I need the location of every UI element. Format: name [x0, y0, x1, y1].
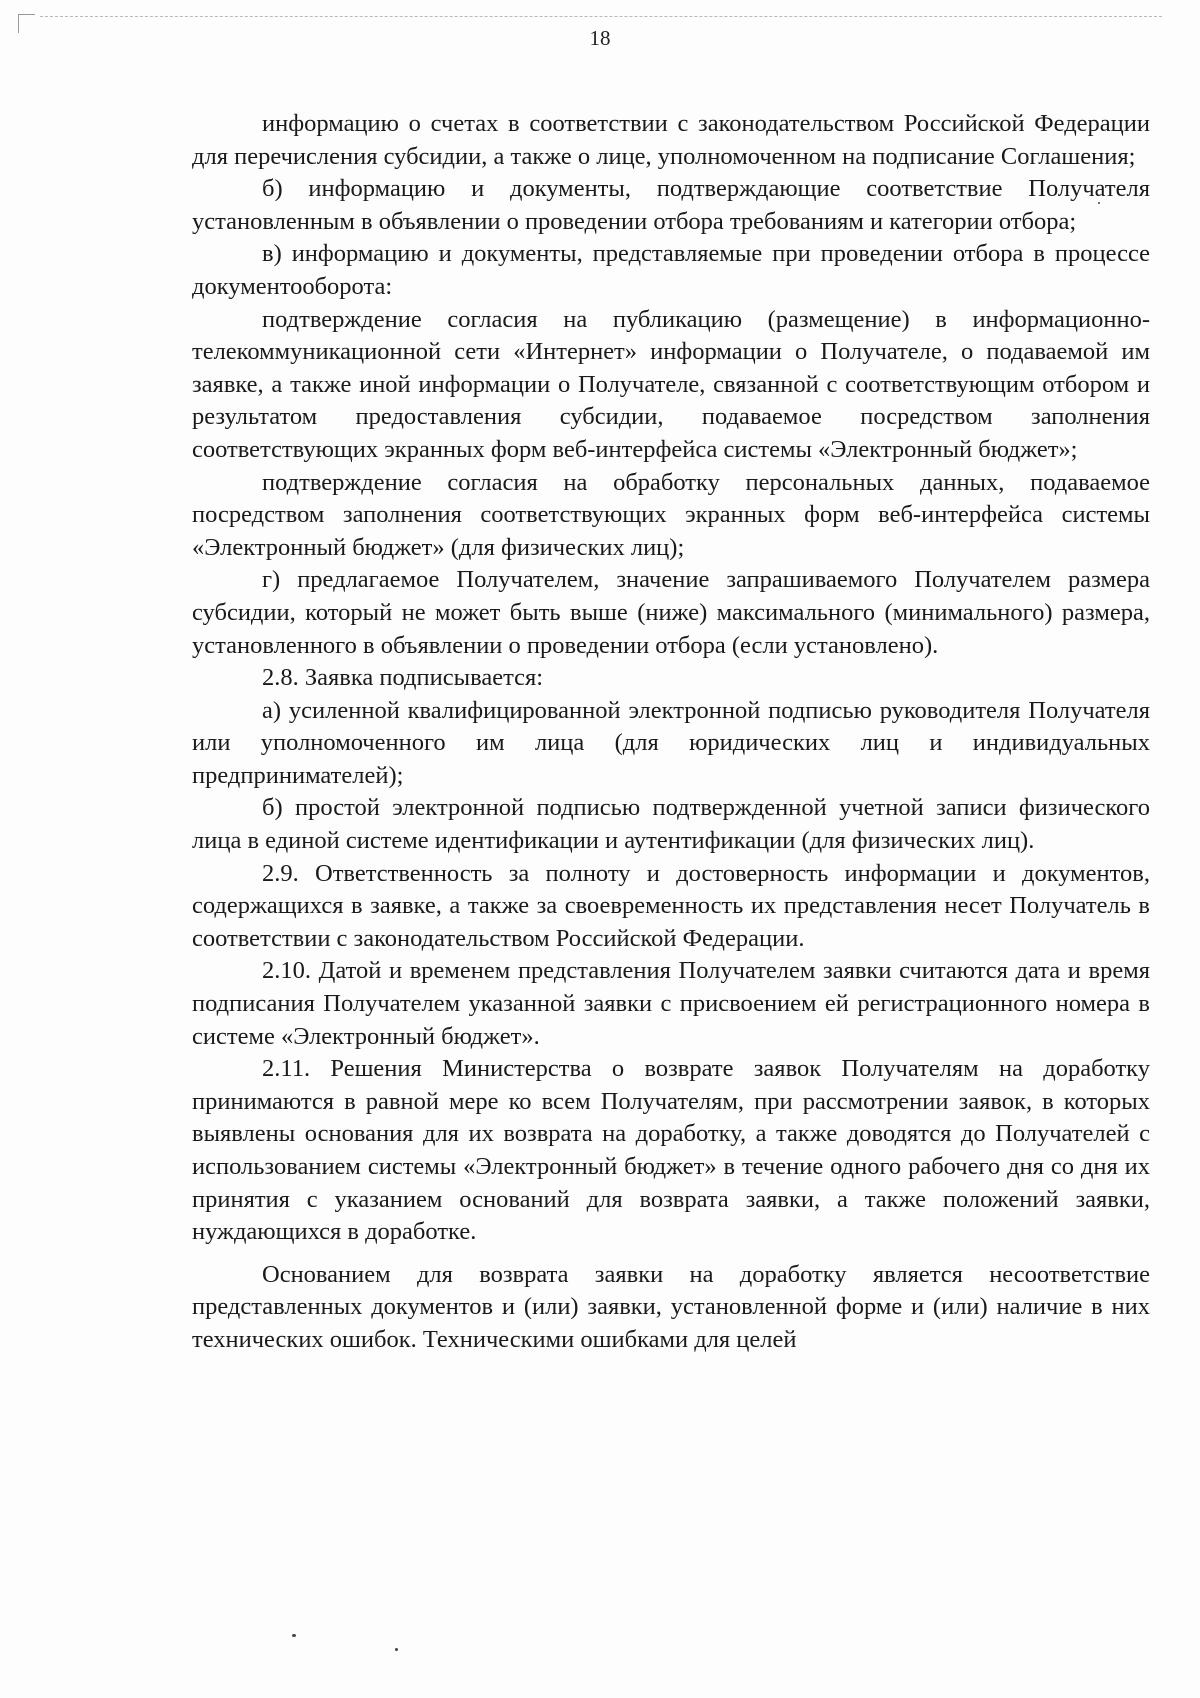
- paragraph: а) усиленной квалифицированной электронной подписью руководителя Получателя или уполномоченного им лица (для юридических лиц и индивидуальных предпринимателей);: [192, 696, 1150, 789]
- paragraph: 2.8. Заявка подписывается:: [262, 664, 544, 692]
- scan-speck: [292, 1634, 296, 1637]
- paragraph: информацию о счетах в соответствии с законодательством Российской Федерации для перечисления субсидии, а также о лице, уполномоченном на подписание Соглашения;: [192, 110, 1150, 170]
- paragraph: подтверждение согласия на обработку персональных данных, подаваемое посредством заполнения соответствующих экранных форм веб-интерфейса системы «Электронный бюджет» (для физических лиц);: [192, 468, 1150, 561]
- paragraph: б) информацию и документы, подтверждающие соответствие Получателя установленным в объявлении о проведении отбора требованиям и категории отбора;: [192, 175, 1150, 235]
- paragraph: Основанием для возврата заявки на доработку является несоответствие представленных документов и (или) заявки, установленной форме и (или) наличие в них технических ошибок. Техническими ошибками для целей: [192, 1260, 1150, 1353]
- paragraph: в) информацию и документы, представляемые при проведении отбора в процессе документооборота:: [192, 240, 1150, 300]
- scan-speck: [395, 1648, 398, 1651]
- paragraph: г) предлагаемое Получателем, значение запрашиваемого Получателем размера субсидии, который не может быть выше (ниже) максимального (минимального) размера, установленного в объявлении о проведении отбора (если установлено).: [192, 566, 1150, 659]
- paragraph: 2.9. Ответственность за полноту и достоверность информации и документов, содержащихся в заявке, а также за своевременность их представления несет Получатель в соответствии с законодательством Российской Федерации.: [192, 859, 1150, 952]
- page-number: 18: [589, 26, 611, 50]
- paragraph: б) простой электронной подписью подтвержденной учетной записи физического лица в единой системе идентификации и аутентификации (для физических лиц).: [192, 794, 1150, 855]
- scan-top-edge: [40, 16, 1162, 17]
- paragraph: 2.11. Решения Министерства о возврате заявок Получателям на доработку принимаются в равной мере ко всем Получателям, при рассмотрении заявок, в которых выявлены основания для их возврата на доработку, а также доводятся до Получателей с использованием системы «Электронный бюджет» в течение одного рабочего дня со дня их принятия с указанием оснований для возврата заявки, а также положений заявки, нуждающихся в доработке.: [192, 1055, 1150, 1246]
- scan-speck: [1098, 202, 1100, 204]
- document-body: [192, 108, 1150, 1357]
- paragraph: подтверждение согласия на публикацию (размещение) в информационно-телекоммуникационной сети «Интернет» информации о Получателе, о подаваемой им заявке, а также иной информации о Получателе, связанной с соответствующим отбором и результатом предоставления субсидии, подаваемое посредством заполнения соответствующих экранных форм веб-интерфейса системы «Электронный бюджет»;: [192, 305, 1150, 463]
- paragraph: 2.10. Датой и временем представления Получателем заявки считаются дата и время подписания Получателем указанной заявки с присвоением ей регистрационного номера в системе «Электронный бюджет».: [192, 957, 1150, 1050]
